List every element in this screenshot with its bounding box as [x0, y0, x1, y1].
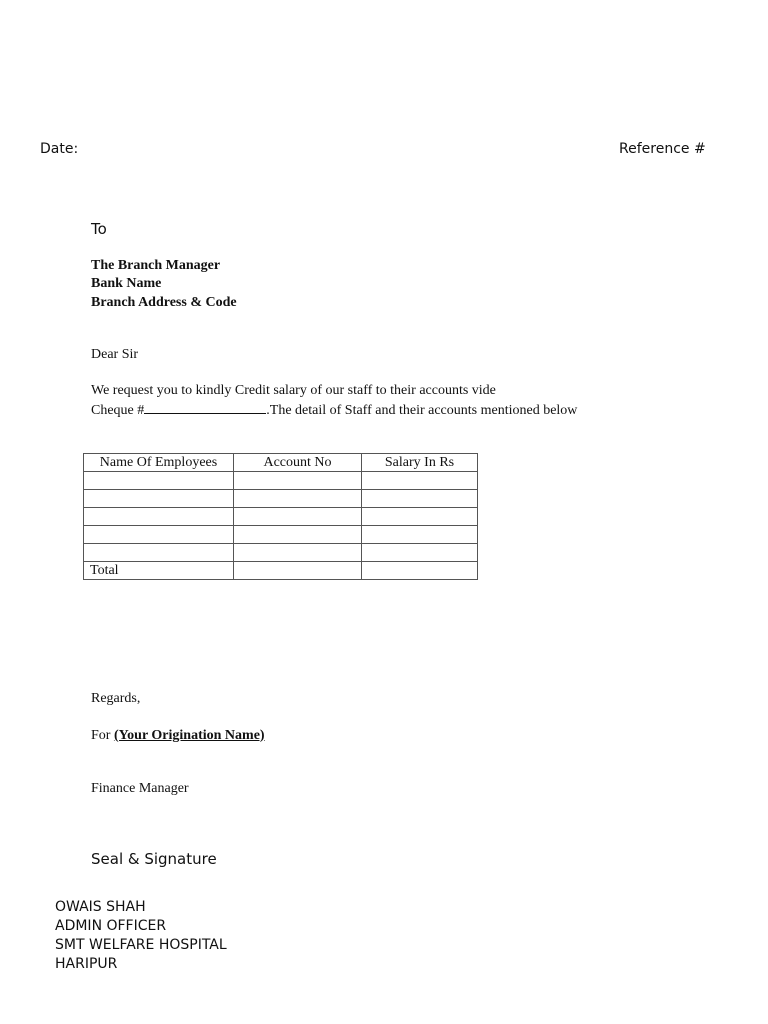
- cheque-label: Cheque #: [91, 403, 145, 418]
- table-cell: [362, 544, 478, 562]
- sender-city: HARIPUR: [55, 956, 118, 972]
- date-label: Date:: [40, 141, 79, 157]
- recipient-bank: Bank Name: [91, 276, 162, 291]
- table-cell: [84, 490, 234, 508]
- regards: Regards,: [91, 691, 141, 706]
- column-header-name: Name Of Employees: [84, 454, 234, 472]
- total-label: Total: [84, 562, 234, 580]
- salutation: Dear Sir: [91, 347, 139, 362]
- sender-designation: ADMIN OFFICER: [55, 918, 167, 934]
- recipient-address: Branch Address & Code: [91, 295, 237, 310]
- table-cell: [234, 544, 362, 562]
- request-paragraph-line1: We request you to kindly Credit salary of our staff to their accounts vide: [91, 383, 496, 398]
- table-cell: [234, 526, 362, 544]
- table-row: [84, 544, 478, 562]
- table-row: [84, 472, 478, 490]
- sender-name: OWAIS SHAH: [55, 899, 146, 915]
- staff-salary-table: [83, 453, 478, 580]
- cheque-number-blank: [144, 400, 266, 414]
- for-organization-line: [91, 727, 265, 745]
- total-row: [84, 562, 478, 580]
- detail-text: .The detail of Staff and their accounts mentioned below: [266, 403, 578, 418]
- table-cell: [84, 544, 234, 562]
- reference-label: Reference #: [619, 141, 706, 157]
- seal-signature-label: Seal & Signature: [91, 850, 217, 868]
- column-header-account: Account No: [234, 454, 362, 472]
- table-cell: [84, 508, 234, 526]
- organization-name: (Your Origination Name): [113, 728, 265, 743]
- to-label: To: [91, 220, 107, 238]
- recipient-title: The Branch Manager: [91, 258, 221, 273]
- table-cell: [362, 490, 478, 508]
- request-paragraph-line2: [91, 400, 577, 420]
- table-cell: [234, 508, 362, 526]
- table-header-row: [84, 454, 478, 472]
- table-row: [84, 508, 478, 526]
- table-cell: [362, 526, 478, 544]
- table-cell: [234, 562, 362, 580]
- table-row: [84, 490, 478, 508]
- table-cell: [362, 472, 478, 490]
- table-cell: [84, 472, 234, 490]
- table-cell: [234, 490, 362, 508]
- column-header-salary: Salary In Rs: [362, 454, 478, 472]
- total-salary-cell: [362, 562, 478, 580]
- table-cell: [84, 526, 234, 544]
- table-row: [84, 526, 478, 544]
- table-cell: [362, 508, 478, 526]
- signatory-title: Finance Manager: [91, 781, 189, 796]
- for-label: For: [91, 728, 111, 743]
- sender-organization: SMT WELFARE HOSPITAL: [55, 937, 227, 953]
- table-cell: [234, 472, 362, 490]
